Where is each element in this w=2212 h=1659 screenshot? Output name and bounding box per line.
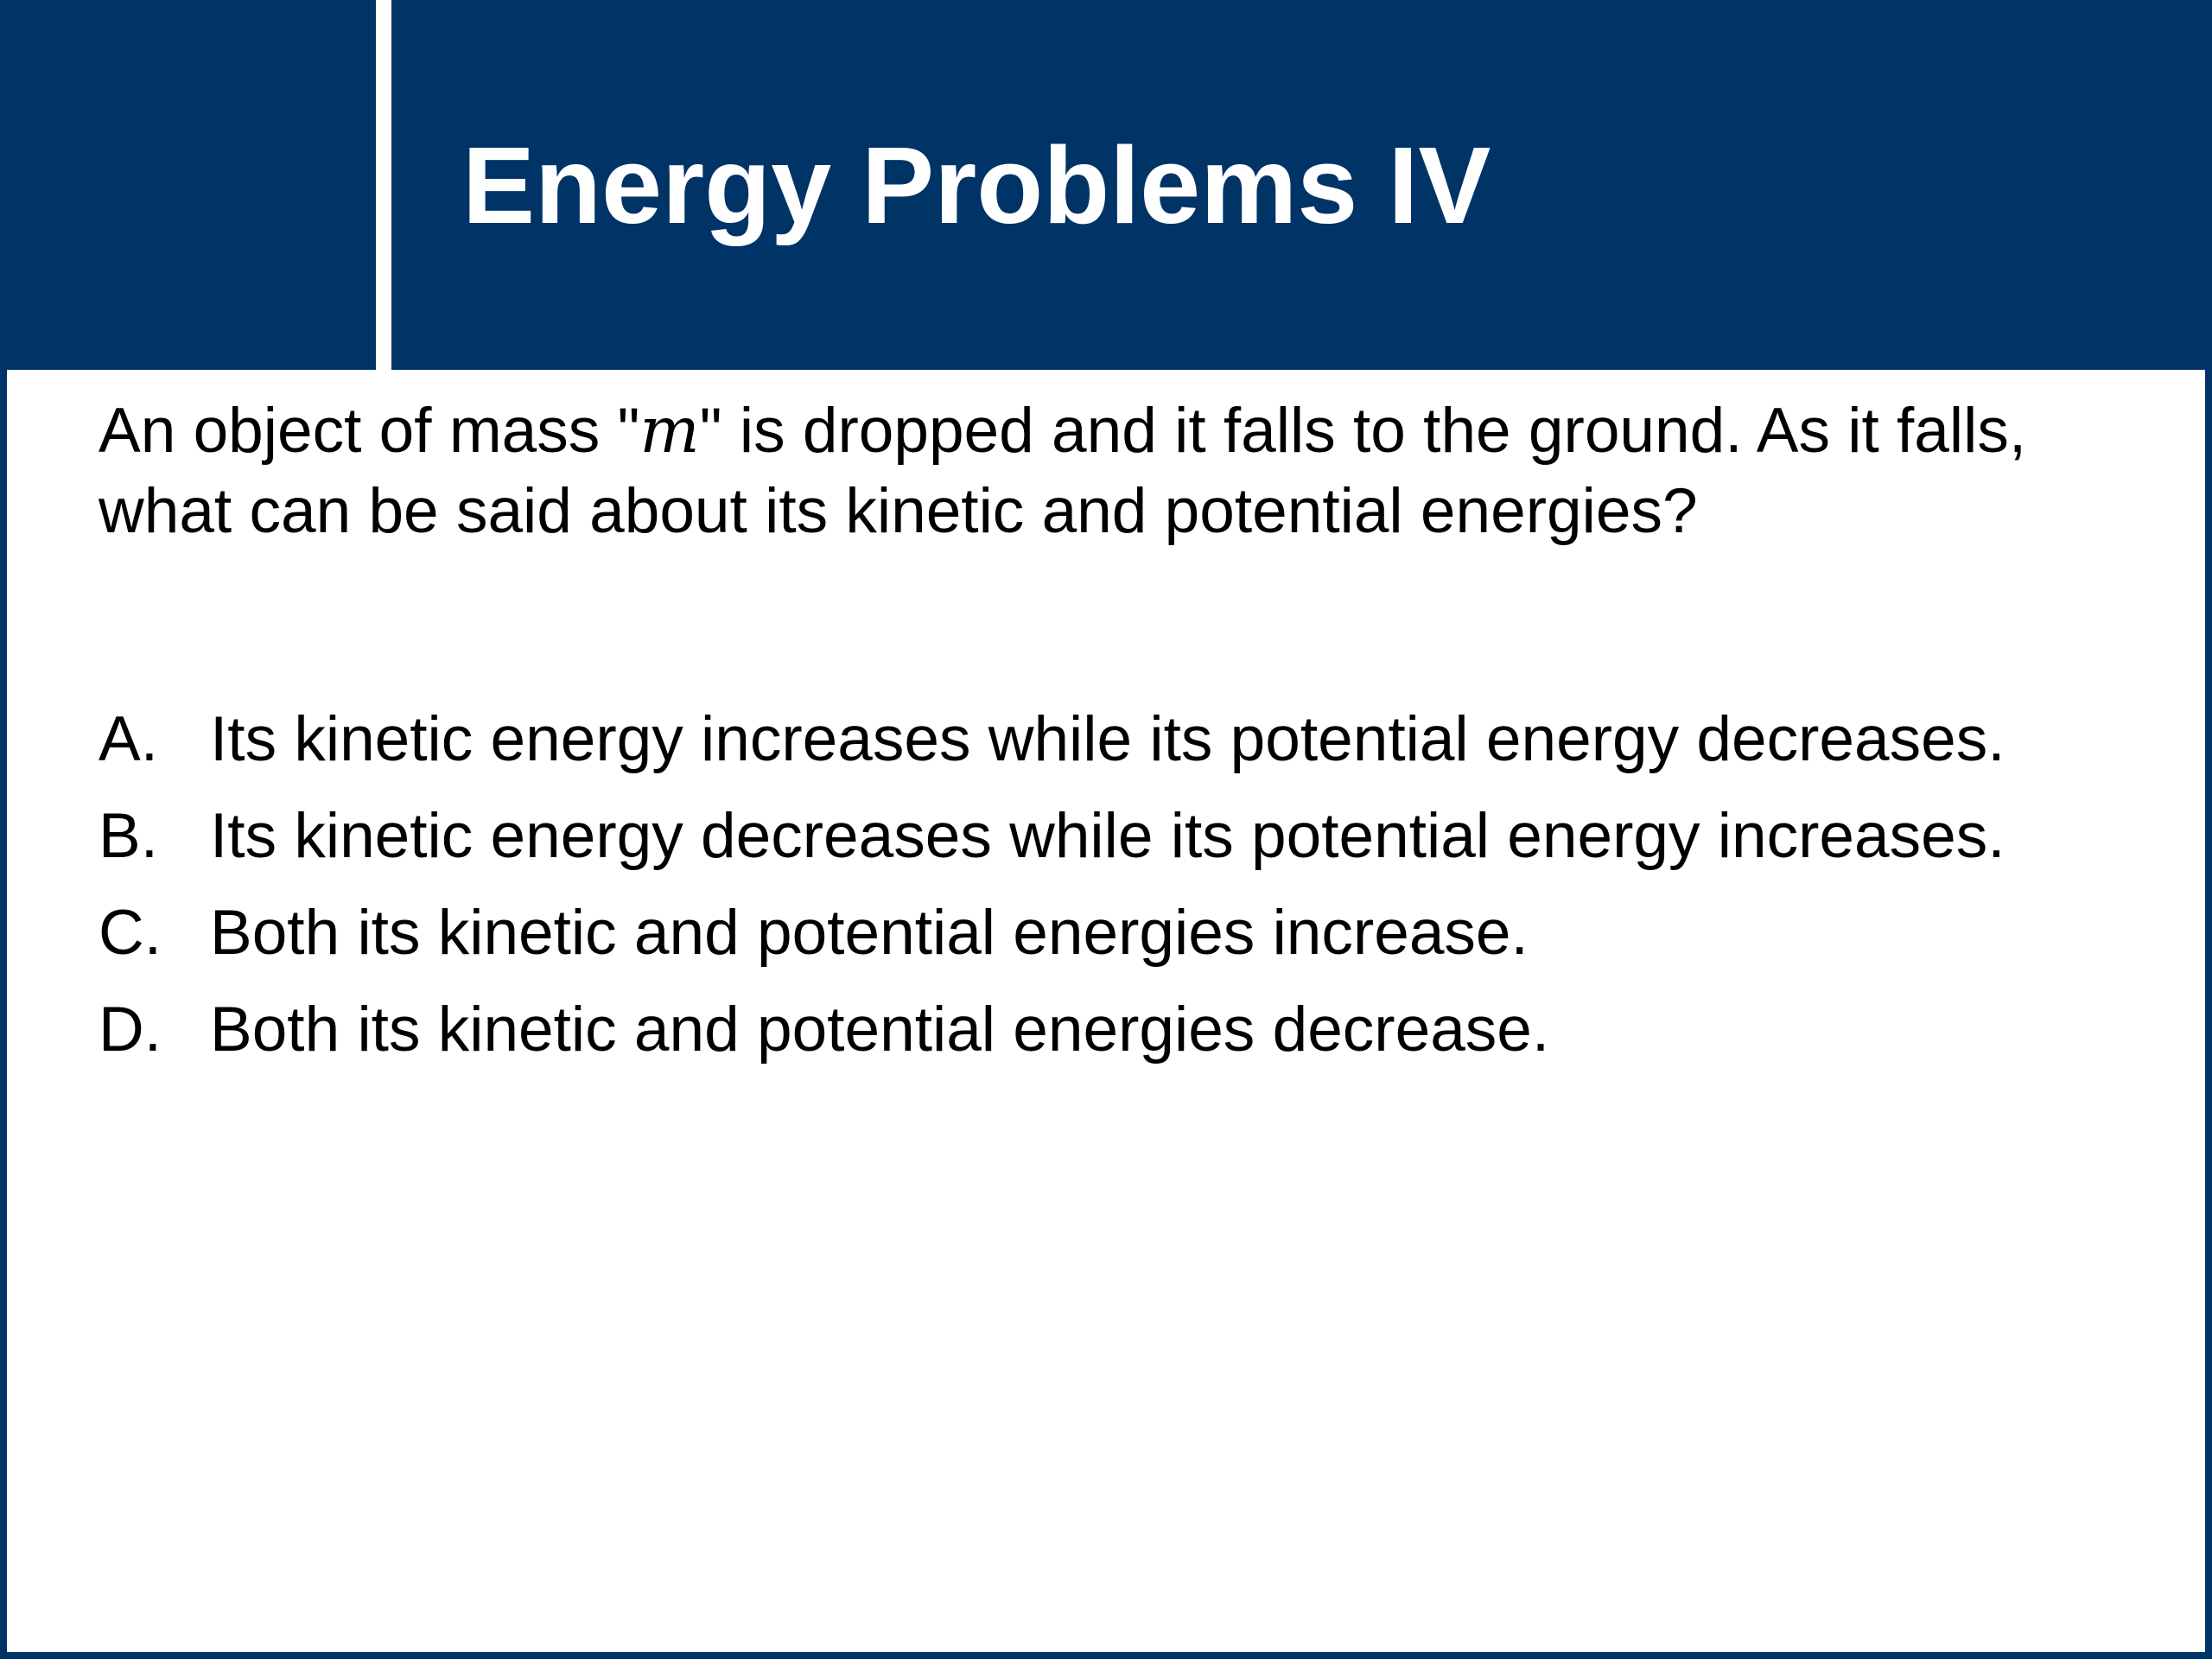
title-banner bbox=[7, 0, 2212, 370]
choice-text: Its kinetic energy increases while its potential energy decreases. bbox=[210, 704, 2005, 774]
mass-variable: m bbox=[639, 394, 700, 467]
choice-letter: A. bbox=[99, 704, 158, 774]
choice-d[interactable] bbox=[99, 982, 2190, 1078]
choice-text: Both its kinetic and potential energies increase. bbox=[210, 898, 1529, 968]
choice-c[interactable] bbox=[99, 885, 2190, 982]
choice-letter: B. bbox=[99, 801, 158, 871]
question-suffix: " is dropped and it falls to the ground. As it falls, what can be said about its kinetic and potential energies? bbox=[99, 396, 2027, 546]
choice-a[interactable] bbox=[99, 691, 2190, 788]
slide-title: Energy Problems IV bbox=[462, 124, 1491, 246]
banner-divider bbox=[376, 0, 391, 370]
choice-letter: D. bbox=[99, 995, 162, 1065]
question-prefix: An object of mass " bbox=[99, 396, 640, 466]
choice-letter: C. bbox=[99, 898, 162, 968]
choice-b[interactable] bbox=[99, 788, 2190, 885]
question-text bbox=[99, 391, 2155, 551]
answer-choices bbox=[99, 691, 2190, 1078]
choice-text: Its kinetic energy decreases while its potential energy increases. bbox=[210, 801, 2005, 871]
choice-text: Both its kinetic and potential energies decrease. bbox=[210, 995, 1550, 1065]
